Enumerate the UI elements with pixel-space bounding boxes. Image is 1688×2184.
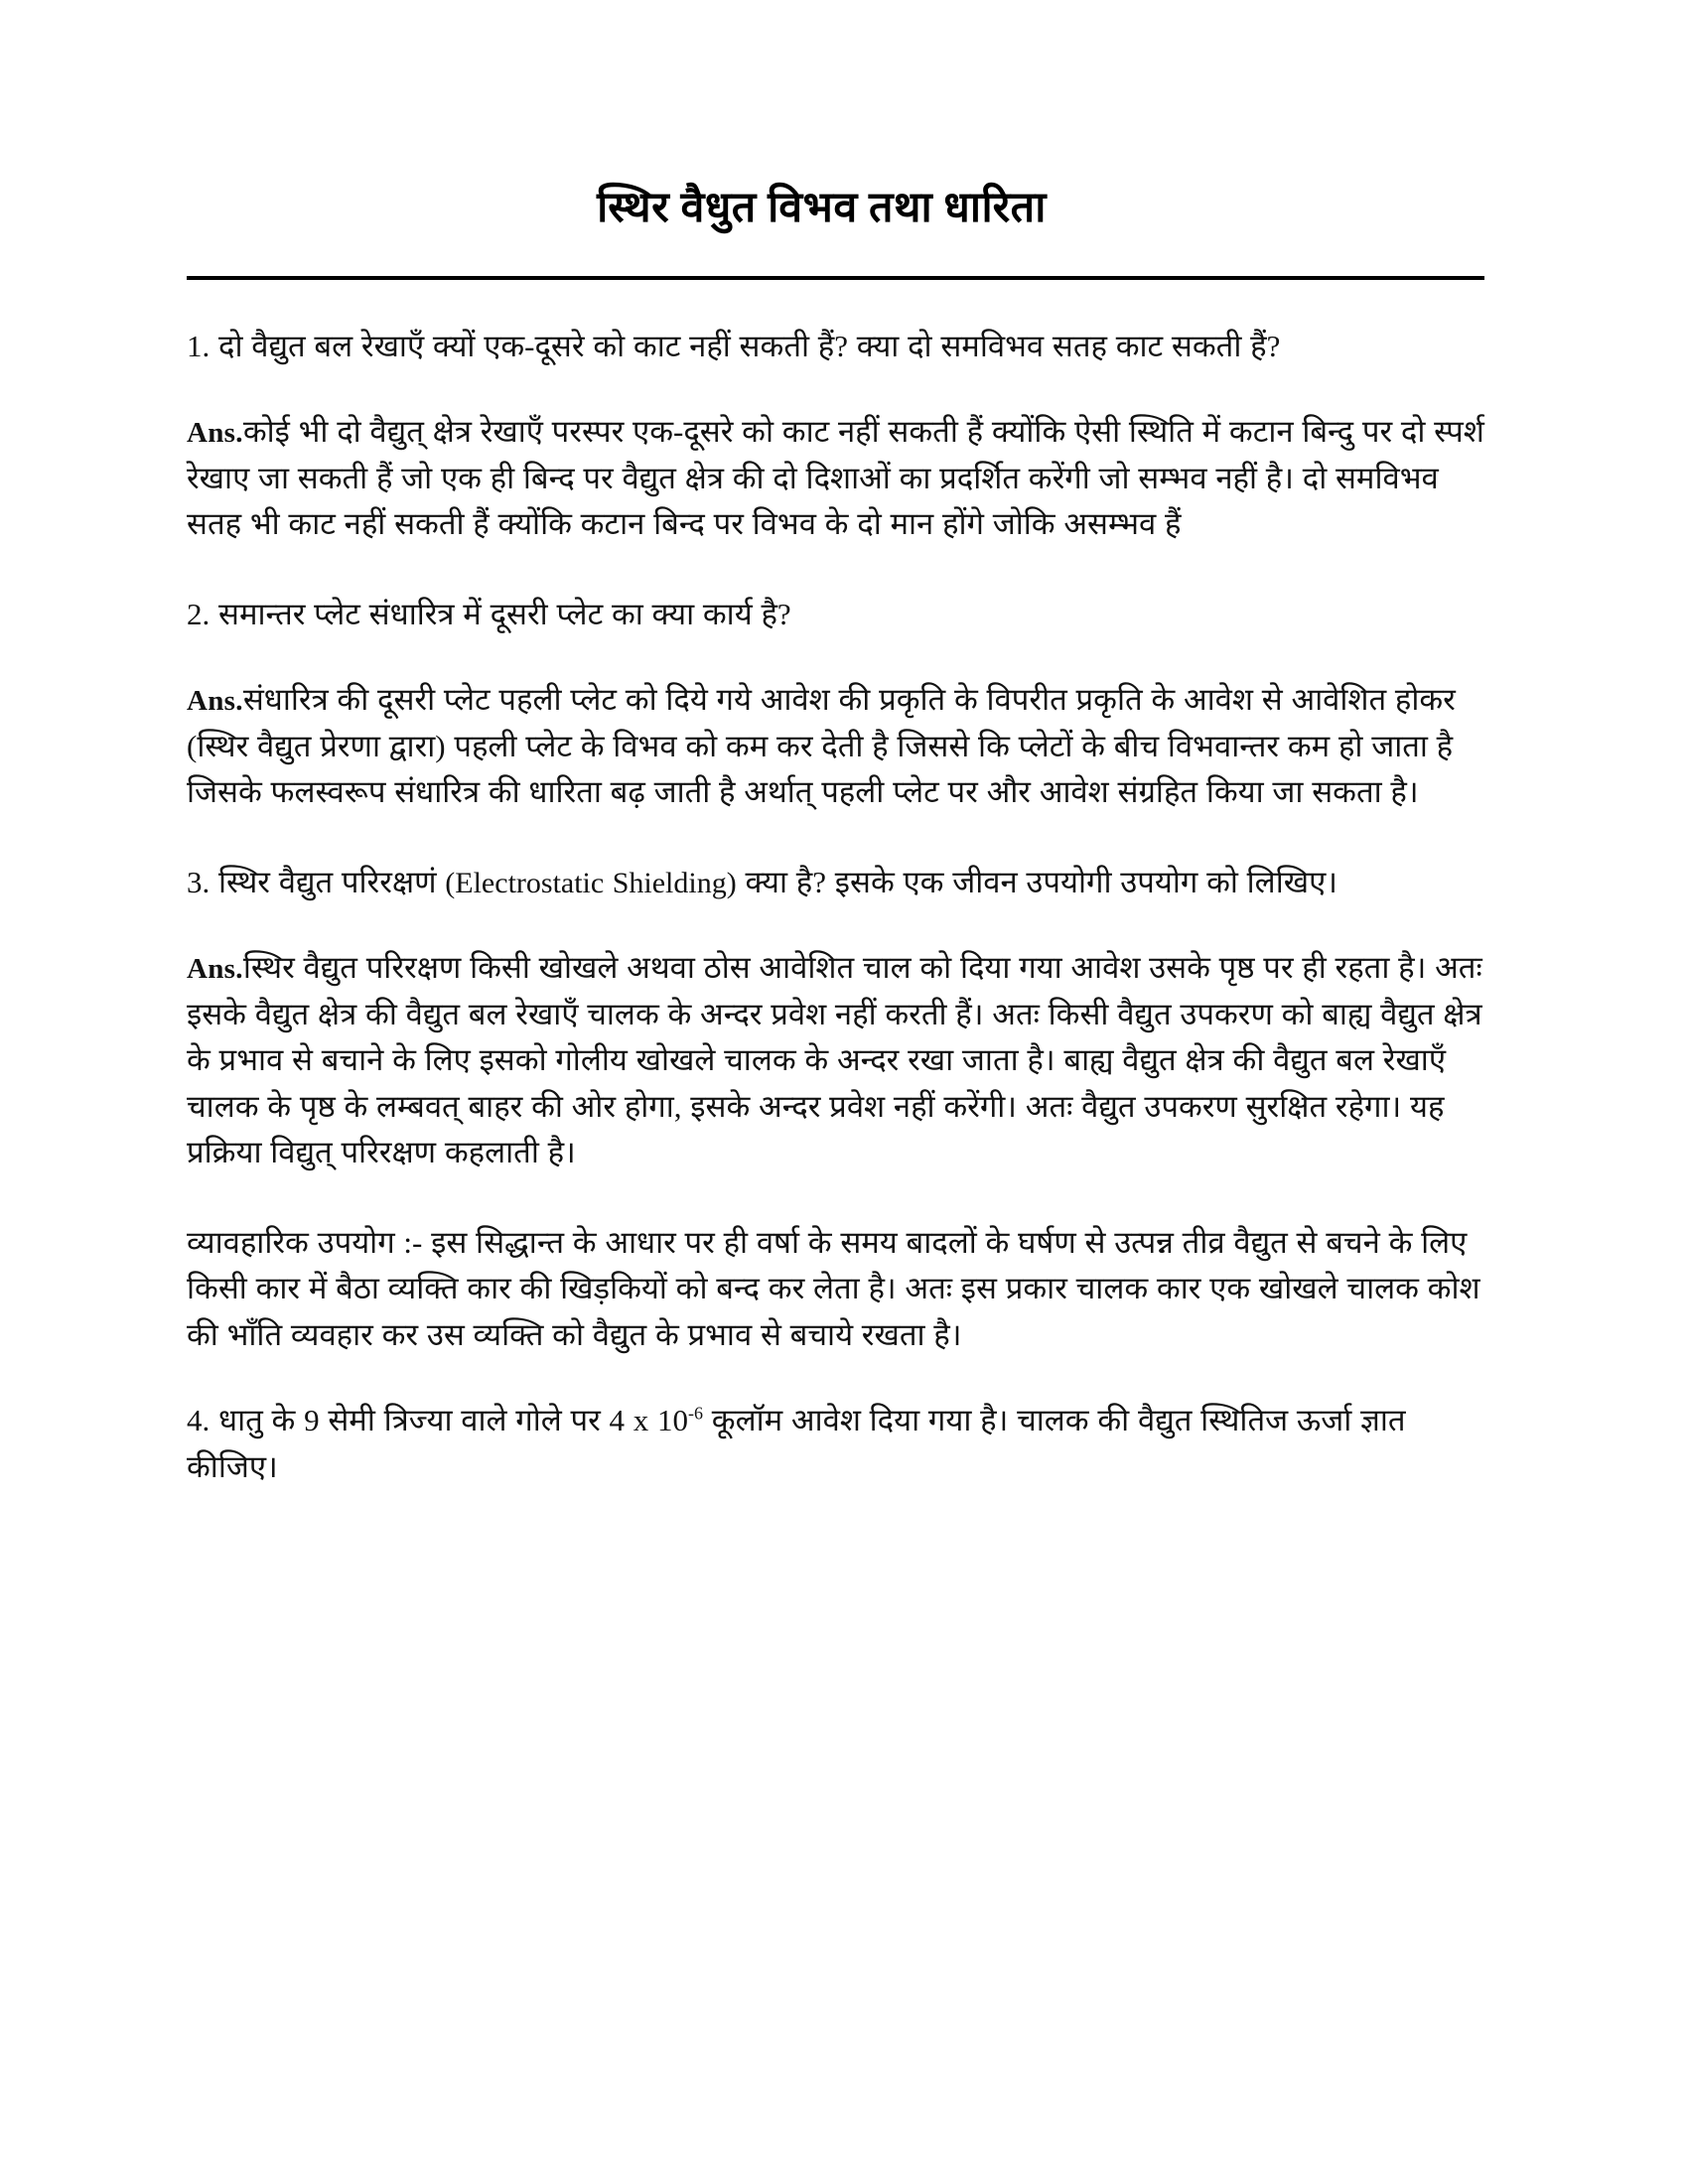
question-1-text: 1. दो वैद्युत बल रेखाएँ क्यों एक-दूसरे को काट नहीं सकती हैं? क्या दो समविभव सतह काट सकती हैं? bbox=[187, 328, 1281, 363]
answer-1 bbox=[187, 409, 1484, 548]
question-4 bbox=[187, 1398, 1484, 1490]
title-divider bbox=[187, 276, 1484, 280]
question-3-text-before: 3. स्थिर वैद्युत परिरक्षणं bbox=[187, 864, 446, 899]
answer-3-practical-use bbox=[187, 1220, 1484, 1359]
practical-use-text: इस सिद्धान्त के आधार पर ही वर्षा के समय बादलों के घर्षण से उत्पन्न तीव्र वैद्युत से बचने के लिए किसी कार में बैठा व्यक्ति कार की खिड़कियों को बन्द कर लेता है। अतः इस प्रकार चालक कार एक खोखले चालक कोश की भाँति व्यवहार कर उस व्यक्ति को वैद्युत के प्रभाव से बचाये रखता है। bbox=[187, 1224, 1480, 1352]
question-4-exponent: -6 bbox=[688, 1403, 704, 1424]
answer-2-label: Ans. bbox=[187, 685, 243, 718]
question-2 bbox=[187, 592, 1484, 638]
answer-3-label: Ans. bbox=[187, 953, 243, 986]
answer-1-label: Ans. bbox=[187, 417, 243, 450]
question-2-text: 2. समान्तर प्लेट संधारित्र में दूसरी प्लेट का क्या कार्य है? bbox=[187, 596, 791, 631]
answer-2-text: संधारित्र की दूसरी प्लेट पहली प्लेट को दिये गये आवेश की प्रकृति के विपरीत प्रकृति के आवेश से आवेशित होकर (स्थिर वैद्युत प्रेरणा द्वारा) पहली प्लेट के विभव को कम कर देती है जिससे कि प्लेटों के बीच विभवान्तर कम हो जाता है जिसके फलस्वरूप संधारित्र की धारिता बढ़ जाती है अर्थात् पहली प्लेट पर और आवेश संग्रहित किया जा सकता है। bbox=[187, 682, 1456, 810]
practical-use-label: व्यावहारिक उपयोग :- bbox=[187, 1224, 423, 1260]
page-title: स्थिर वैधुत विभव तथा धारिता bbox=[597, 185, 1047, 231]
answer-1-text: कोई भी दो वैद्युत् क्षेत्र रेखाएँ परस्पर एक-दूसरे को काट नहीं सकती हैं क्योंकि ऐसी स्थिति में कटान बिन्दु पर दो स्पर्श रेखाए जा सकती हैं जो एक ही बिन्द पर वैद्युत क्षेत्र की दो दिशाओं का प्रदर्शित करेंगी जो सम्भव नहीं है। दो समविभव सतह भी काट नहीं सकती हैं क्योंकि कटान बिन्द पर विभव के दो मान होंगे जोकि असम्भव हैं bbox=[187, 414, 1484, 542]
question-3-text-after: क्या है? इसके एक जीवन उपयोगी उपयोग को लिखिए। bbox=[736, 864, 1337, 899]
question-3 bbox=[187, 860, 1484, 906]
answer-3-text: स्थिर वैद्युत परिरक्षण किसी खोखले अथवा ठोस आवेशित चाल को दिया गया आवेश उसके पृष्ठ पर ही रहता है। अतः इसके वैद्युत क्षेत्र की वैद्युत बल रेखाएँ चालक के अन्दर प्रवेश नहीं करती हैं। अतः किसी वैद्युत उपकरण को बाह्य वैद्युत क्षेत्र के प्रभाव से बचाने के लिए इसको गोलीय खोखले चालक के अन्दर रखा जाता है। बाह्य वैद्युत क्षेत्र की वैद्युत बल रेखाएँ चालक के पृष्ठ के लम्बवत् बाहर की ओर होगा, इसके अन्दर प्रवेश नहीं करेंगी। अतः वैद्युत उपकरण सुरक्षित रहेगा। यह प्रक्रिया विद्युत् परिरक्षण कहलाती है। bbox=[187, 950, 1482, 1170]
answer-2 bbox=[187, 677, 1484, 816]
question-4-text-before: 4. धातु के 9 सेमी त्रिज्या वाले गोले पर 4 x 10 bbox=[187, 1403, 689, 1438]
question-4-text-after: कूलॉम आवेश दिया गया है। चालक की वैद्युत स्थितिज ऊर्जा ज्ञात कीजिए। bbox=[187, 1403, 1406, 1484]
question-1 bbox=[187, 324, 1484, 370]
questions-answers-body bbox=[187, 324, 1484, 1491]
answer-3 bbox=[187, 945, 1484, 1176]
question-3-english-term: (Electrostatic Shielding) bbox=[445, 866, 737, 899]
